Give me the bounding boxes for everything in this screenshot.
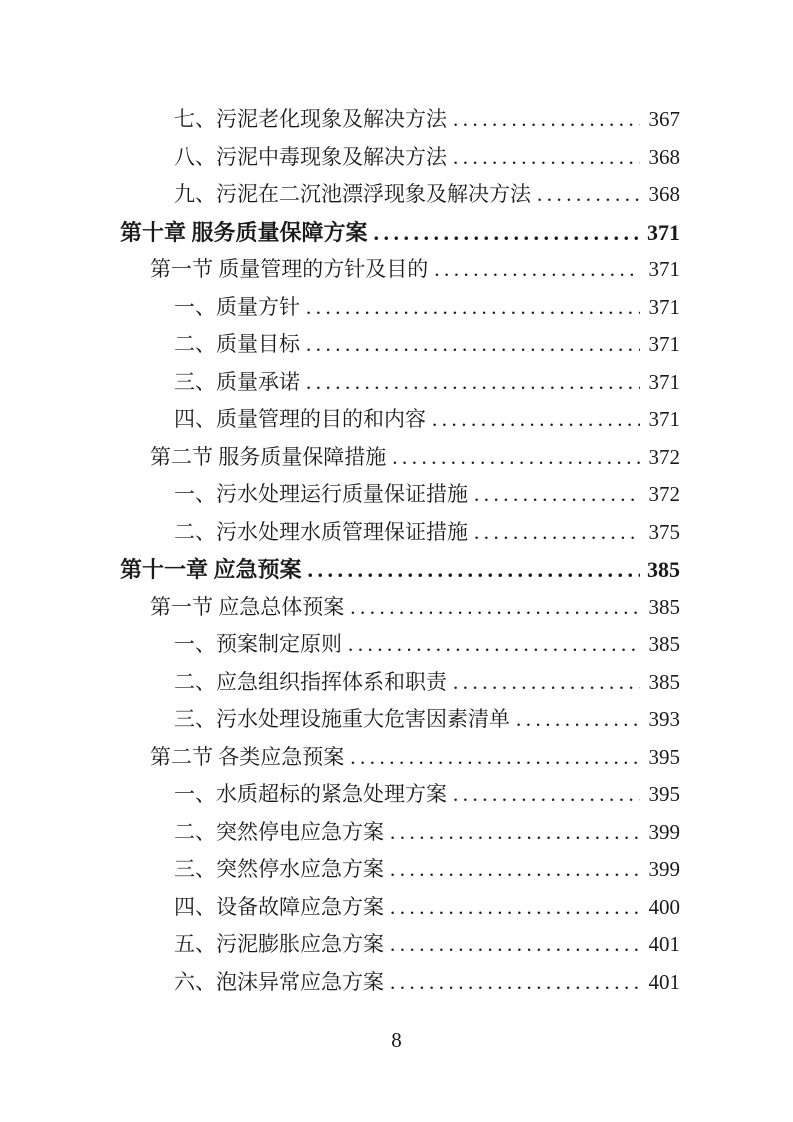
toc-entry-title: 二、突然停电应急方案 — [174, 819, 384, 844]
toc-entry-title: 三、突然停水应急方案 — [174, 857, 384, 881]
toc-entry-page: 368 — [648, 144, 680, 169]
dot-leader — [453, 776, 640, 814]
toc-entry — [120, 176, 680, 214]
toc-entry — [120, 364, 680, 402]
toc-entry-title: 第十章 服务质量保障方案 — [120, 219, 368, 245]
toc-entry-page: 372 — [648, 444, 680, 469]
dot-leader — [453, 664, 640, 702]
toc-entry-page: 368 — [648, 182, 680, 206]
toc-entry-page: 371 — [648, 332, 680, 356]
toc-entry-page: 395 — [648, 782, 680, 806]
toc-entry — [120, 701, 680, 739]
toc-entry — [120, 926, 680, 964]
toc-entry — [120, 289, 680, 327]
dot-leader — [350, 739, 640, 777]
toc-entry — [120, 664, 680, 702]
toc-entry-title: 第一节 应急总体预案 — [150, 594, 345, 619]
toc-entry-title: 二、应急组织指挥体系和职责 — [174, 669, 447, 694]
toc-entry-title: 三、污水处理设施重大危害因素清单 — [174, 707, 510, 731]
dot-leader — [453, 101, 640, 139]
toc-list — [120, 101, 680, 1001]
toc-entry — [120, 776, 680, 814]
toc-entry-page: 385 — [648, 669, 680, 694]
toc-entry-title: 二、质量目标 — [174, 332, 300, 356]
toc-entry — [120, 101, 680, 139]
toc-entry-page: 371 — [648, 294, 680, 319]
toc-entry — [120, 551, 680, 589]
dot-leader — [474, 514, 640, 552]
dot-leader — [390, 889, 640, 927]
toc-entry — [120, 626, 680, 664]
toc-entry — [120, 439, 680, 477]
toc-entry-page: 385 — [647, 557, 680, 582]
toc-entry-title: 一、预案制定原则 — [174, 632, 342, 656]
toc-entry-page: 367 — [648, 107, 680, 131]
toc-entry-page: 399 — [648, 819, 680, 844]
toc-entry-title: 八、污泥中毒现象及解决方法 — [174, 144, 447, 169]
toc-entry-page: 401 — [648, 932, 680, 956]
toc-entry-page: 371 — [648, 369, 680, 394]
toc-entry — [120, 889, 680, 927]
dot-leader — [390, 926, 640, 964]
dot-leader — [537, 176, 640, 214]
toc-entry-title: 九、污泥在二沉池漂浮现象及解决方法 — [174, 182, 531, 206]
toc-entry — [120, 814, 680, 852]
dot-leader — [390, 964, 640, 1002]
toc-entry-title: 一、质量方针 — [174, 294, 300, 319]
toc-entry-page: 375 — [648, 519, 680, 544]
toc-entry-title: 四、质量管理的目的和内容 — [174, 407, 426, 431]
dot-leader — [348, 626, 640, 664]
toc-entry — [120, 251, 680, 289]
dot-leader — [453, 139, 640, 177]
toc-entry-title: 六、泡沫异常应急方案 — [174, 969, 384, 994]
toc-entry — [120, 514, 680, 552]
toc-entry — [120, 851, 680, 889]
toc-entry-page: 395 — [648, 744, 680, 769]
toc-entry-title: 一、污水处理运行质量保证措施 — [174, 482, 468, 506]
dot-leader — [374, 214, 640, 252]
toc-entry — [120, 589, 680, 627]
toc-entry — [120, 139, 680, 177]
dot-leader — [306, 364, 640, 402]
toc-entry-page: 371 — [648, 257, 680, 281]
toc-entry-title: 第二节 服务质量保障措施 — [150, 444, 387, 469]
dot-leader — [390, 851, 640, 889]
toc-entry-title: 第十一章 应急预案 — [120, 557, 302, 582]
dot-leader — [516, 701, 640, 739]
toc-entry — [120, 739, 680, 777]
toc-entry-title: 二、污水处理水质管理保证措施 — [174, 519, 468, 544]
toc-entry-title: 三、质量承诺 — [174, 369, 300, 394]
toc-entry — [120, 401, 680, 439]
toc-entry — [120, 214, 680, 252]
dot-leader — [434, 251, 640, 289]
toc-entry-page: 385 — [648, 632, 680, 656]
toc-entry — [120, 476, 680, 514]
dot-leader — [306, 326, 640, 364]
dot-leader — [350, 589, 640, 627]
toc-entry-page: 393 — [648, 707, 680, 731]
toc-entry-title: 第一节 质量管理的方针及目的 — [150, 257, 429, 281]
toc-entry-title: 一、水质超标的紧急处理方案 — [174, 782, 447, 806]
dot-leader — [390, 814, 640, 852]
toc-entry-title: 四、设备故障应急方案 — [174, 894, 384, 919]
toc-entry-page: 371 — [648, 407, 680, 431]
toc-entry-page: 371 — [647, 219, 680, 245]
toc-entry-page: 399 — [648, 857, 680, 881]
toc-entry-title: 五、污泥膨胀应急方案 — [174, 932, 384, 956]
toc-entry-page: 401 — [648, 969, 680, 994]
toc-entry-page: 385 — [648, 594, 680, 619]
toc-entry-title: 七、污泥老化现象及解决方法 — [174, 107, 447, 131]
dot-leader — [432, 401, 640, 439]
footer-page-number: 8 — [391, 1028, 402, 1052]
dot-leader — [392, 439, 640, 477]
toc-entry-page: 400 — [648, 894, 680, 919]
dot-leader — [474, 476, 640, 514]
toc-entry-title: 第二节 各类应急预案 — [150, 744, 345, 769]
toc-entry — [120, 326, 680, 364]
dot-leader — [306, 289, 640, 327]
toc-entry-page: 372 — [648, 482, 680, 506]
toc-entry — [120, 964, 680, 1002]
dot-leader — [308, 551, 640, 589]
